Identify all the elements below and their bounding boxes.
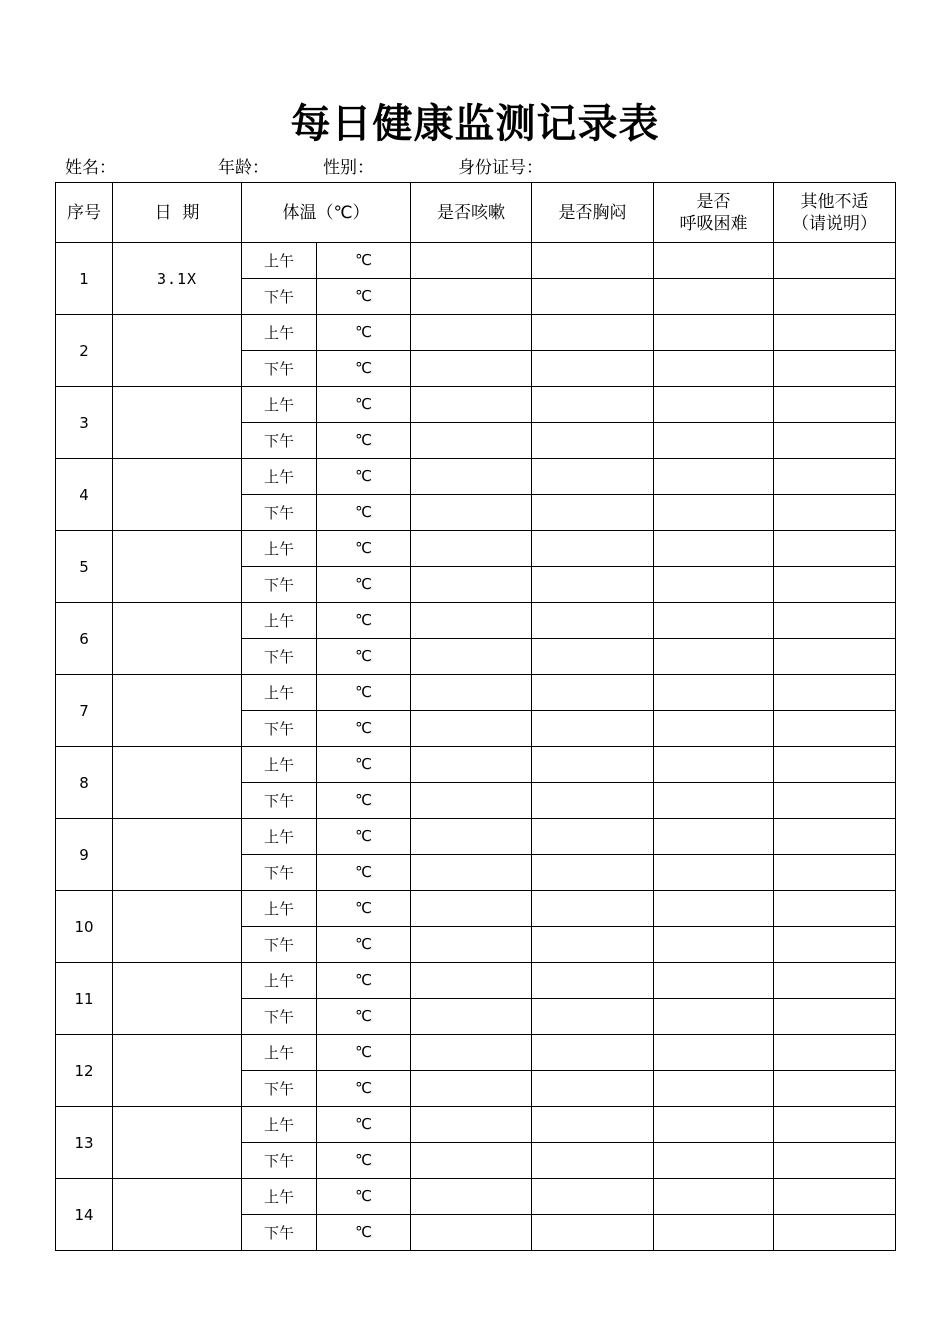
temperature-input-cell[interactable] (317, 603, 411, 639)
celsius-unit: ℃ (355, 574, 372, 593)
cough-cell[interactable] (411, 1143, 532, 1179)
other-cell[interactable] (774, 351, 896, 387)
chest-cell[interactable] (532, 1035, 654, 1071)
breathing-cell[interactable] (654, 639, 774, 675)
celsius-unit: ℃ (355, 502, 372, 521)
temperature-input-cell[interactable] (317, 459, 411, 495)
breathing-cell[interactable] (654, 351, 774, 387)
period-label: 下午 (242, 927, 317, 963)
celsius-unit: ℃ (355, 394, 372, 413)
chest-cell[interactable] (532, 603, 654, 639)
breathing-cell[interactable] (654, 819, 774, 855)
seq-number: 1 (56, 243, 113, 315)
breathing-cell[interactable] (654, 963, 774, 999)
breathing-cell[interactable] (654, 1179, 774, 1215)
other-cell[interactable] (774, 891, 896, 927)
chest-cell[interactable] (532, 1143, 654, 1179)
other-cell[interactable] (774, 315, 896, 351)
date-cell[interactable] (113, 1179, 242, 1251)
seq-number: 2 (56, 315, 113, 387)
celsius-unit: ℃ (355, 934, 372, 953)
table-row (56, 315, 896, 351)
chest-cell[interactable] (532, 855, 654, 891)
chest-cell[interactable] (532, 891, 654, 927)
breathing-cell[interactable] (654, 1143, 774, 1179)
period-label: 上午 (242, 603, 317, 639)
seq-number: 9 (56, 819, 113, 891)
celsius-unit: ℃ (355, 646, 372, 665)
breathing-cell[interactable] (654, 747, 774, 783)
cough-cell[interactable] (411, 711, 532, 747)
period-label: 上午 (242, 747, 317, 783)
table-row (56, 243, 896, 279)
other-cell[interactable] (774, 1215, 896, 1251)
page-title: 每日健康监测记录表 (290, 101, 660, 147)
seq-number: 5 (56, 531, 113, 603)
cough-cell[interactable] (411, 603, 532, 639)
seq-number: 7 (56, 675, 113, 747)
period-label: 下午 (242, 423, 317, 459)
celsius-unit: ℃ (355, 1150, 372, 1169)
temperature-input-cell[interactable] (317, 1035, 411, 1071)
breathing-cell[interactable] (654, 387, 774, 423)
cough-cell[interactable] (411, 639, 532, 675)
celsius-unit: ℃ (355, 322, 372, 341)
temperature-input-cell[interactable] (317, 387, 411, 423)
chest-cell[interactable] (532, 387, 654, 423)
name-label: 姓名： (65, 158, 116, 178)
period-label: 下午 (242, 999, 317, 1035)
table-row (56, 819, 896, 855)
table-row (56, 603, 896, 639)
celsius-unit: ℃ (355, 898, 372, 917)
other-cell[interactable] (774, 927, 896, 963)
celsius-unit: ℃ (355, 1186, 372, 1205)
celsius-unit: ℃ (355, 682, 372, 701)
period-label: 上午 (242, 819, 317, 855)
temperature-input-cell[interactable] (317, 1107, 411, 1143)
temperature-input-cell[interactable] (317, 963, 411, 999)
period-label: 下午 (242, 1143, 317, 1179)
chest-cell[interactable] (532, 711, 654, 747)
header-breathing-line2: 呼吸困难 (679, 213, 748, 234)
chest-cell[interactable] (532, 1215, 654, 1251)
temperature-input-cell[interactable] (317, 243, 411, 279)
temperature-input-cell[interactable] (317, 747, 411, 783)
other-cell[interactable] (774, 279, 896, 315)
chest-cell[interactable] (532, 567, 654, 603)
header-row (56, 183, 896, 243)
table-row (56, 531, 896, 567)
period-label: 下午 (242, 1071, 317, 1107)
temperature-input-cell[interactable] (317, 423, 411, 459)
cough-cell[interactable] (411, 891, 532, 927)
celsius-unit: ℃ (355, 538, 372, 557)
id-number-label: 身份证号： (458, 158, 543, 178)
temperature-input-cell[interactable] (317, 315, 411, 351)
celsius-unit: ℃ (355, 718, 372, 737)
other-cell[interactable] (774, 711, 896, 747)
cough-cell[interactable] (411, 855, 532, 891)
period-label: 上午 (242, 315, 317, 351)
date-cell[interactable] (113, 459, 242, 531)
chest-cell[interactable] (532, 495, 654, 531)
chest-cell[interactable] (532, 459, 654, 495)
temperature-input-cell[interactable] (317, 639, 411, 675)
period-label: 上午 (242, 891, 317, 927)
celsius-unit: ℃ (355, 1078, 372, 1097)
breathing-cell[interactable] (654, 1215, 774, 1251)
period-label: 下午 (242, 351, 317, 387)
chest-cell[interactable] (532, 999, 654, 1035)
other-cell[interactable] (774, 387, 896, 423)
breathing-cell[interactable] (654, 999, 774, 1035)
cough-cell[interactable] (411, 927, 532, 963)
table-row (56, 963, 896, 999)
period-label: 上午 (242, 1107, 317, 1143)
other-cell[interactable] (774, 1179, 896, 1215)
header-other-line2: （请说明） (792, 213, 877, 234)
other-cell[interactable] (774, 1107, 896, 1143)
cough-cell[interactable] (411, 459, 532, 495)
other-cell[interactable] (774, 963, 896, 999)
other-cell[interactable] (774, 747, 896, 783)
table-row (56, 387, 896, 423)
temperature-input-cell[interactable] (317, 783, 411, 819)
period-label: 上午 (242, 243, 317, 279)
gender-label: 性别： (323, 158, 374, 178)
date-cell[interactable] (113, 963, 242, 1035)
breathing-cell[interactable] (654, 567, 774, 603)
cough-cell[interactable] (411, 1035, 532, 1071)
other-cell[interactable] (774, 999, 896, 1035)
period-label: 下午 (242, 639, 317, 675)
chest-cell[interactable] (532, 423, 654, 459)
cough-cell[interactable] (411, 387, 532, 423)
celsius-unit: ℃ (355, 1042, 372, 1061)
temperature-input-cell[interactable] (317, 927, 411, 963)
seq-number: 11 (56, 963, 113, 1035)
temperature-input-cell[interactable] (317, 891, 411, 927)
date-cell[interactable]: 3.1X (113, 243, 242, 315)
chest-cell[interactable] (532, 819, 654, 855)
age-label: 年龄： (218, 158, 269, 178)
celsius-unit: ℃ (355, 1006, 372, 1025)
cough-cell[interactable] (411, 351, 532, 387)
period-label: 上午 (242, 531, 317, 567)
header-seq: 序号 (56, 183, 113, 243)
period-label: 下午 (242, 711, 317, 747)
chest-cell[interactable] (532, 315, 654, 351)
period-label: 上午 (242, 1035, 317, 1071)
breathing-cell[interactable] (654, 927, 774, 963)
breathing-cell[interactable] (654, 783, 774, 819)
header-other-discomfort (774, 183, 896, 243)
other-cell[interactable] (774, 855, 896, 891)
period-label: 上午 (242, 963, 317, 999)
date-cell[interactable] (113, 891, 242, 963)
table-row (56, 747, 896, 783)
temperature-input-cell[interactable] (317, 351, 411, 387)
header-breathing-difficulty (654, 183, 774, 243)
chest-cell[interactable] (532, 1071, 654, 1107)
celsius-unit: ℃ (355, 286, 372, 305)
breathing-cell[interactable] (654, 1035, 774, 1071)
breathing-cell[interactable] (654, 459, 774, 495)
date-cell[interactable] (113, 675, 242, 747)
breathing-cell[interactable] (654, 531, 774, 567)
header-date: 日 期 (113, 183, 242, 243)
table-row (56, 1179, 896, 1215)
breathing-cell[interactable] (654, 603, 774, 639)
seq-number: 3 (56, 387, 113, 459)
other-cell[interactable] (774, 675, 896, 711)
cough-cell[interactable] (411, 567, 532, 603)
temperature-input-cell[interactable] (317, 531, 411, 567)
period-label: 上午 (242, 1179, 317, 1215)
cough-cell[interactable] (411, 1215, 532, 1251)
period-label: 下午 (242, 495, 317, 531)
cough-cell[interactable] (411, 1071, 532, 1107)
other-cell[interactable] (774, 531, 896, 567)
cough-cell[interactable] (411, 675, 532, 711)
celsius-unit: ℃ (355, 790, 372, 809)
seq-number: 8 (56, 747, 113, 819)
celsius-unit: ℃ (355, 862, 372, 881)
table-row (56, 675, 896, 711)
celsius-unit: ℃ (355, 754, 372, 773)
breathing-cell[interactable] (654, 711, 774, 747)
other-cell[interactable] (774, 567, 896, 603)
temperature-input-cell[interactable] (317, 855, 411, 891)
period-label: 上午 (242, 459, 317, 495)
period-label: 下午 (242, 279, 317, 315)
cough-cell[interactable] (411, 783, 532, 819)
celsius-unit: ℃ (355, 970, 372, 989)
celsius-unit: ℃ (355, 826, 372, 845)
temperature-input-cell[interactable] (317, 1143, 411, 1179)
cough-cell[interactable] (411, 1179, 532, 1215)
cough-cell[interactable] (411, 999, 532, 1035)
date-cell[interactable] (113, 531, 242, 603)
other-cell[interactable] (774, 1143, 896, 1179)
chest-cell[interactable] (532, 783, 654, 819)
period-label: 上午 (242, 387, 317, 423)
period-label: 上午 (242, 675, 317, 711)
table-row (56, 1035, 896, 1071)
table-row (56, 891, 896, 927)
other-cell[interactable] (774, 1035, 896, 1071)
celsius-unit: ℃ (355, 466, 372, 485)
chest-cell[interactable] (532, 531, 654, 567)
temperature-input-cell[interactable] (317, 711, 411, 747)
cough-cell[interactable] (411, 747, 532, 783)
breathing-cell[interactable] (654, 279, 774, 315)
celsius-unit: ℃ (355, 610, 372, 629)
date-cell[interactable] (113, 603, 242, 675)
chest-cell[interactable] (532, 639, 654, 675)
seq-number: 12 (56, 1035, 113, 1107)
chest-cell[interactable] (532, 1179, 654, 1215)
temperature-input-cell[interactable] (317, 999, 411, 1035)
date-cell[interactable] (113, 387, 242, 459)
temperature-input-cell[interactable] (317, 1215, 411, 1251)
seq-number: 10 (56, 891, 113, 963)
other-cell[interactable] (774, 459, 896, 495)
chest-cell[interactable] (532, 243, 654, 279)
header-cough: 是否咳嗽 (411, 183, 532, 243)
seq-number: 6 (56, 603, 113, 675)
cough-cell[interactable] (411, 1107, 532, 1143)
chest-cell[interactable] (532, 963, 654, 999)
temperature-input-cell[interactable] (317, 819, 411, 855)
cough-cell[interactable] (411, 819, 532, 855)
celsius-unit: ℃ (355, 250, 372, 269)
temperature-input-cell[interactable] (317, 279, 411, 315)
other-cell[interactable] (774, 819, 896, 855)
breathing-cell[interactable] (654, 855, 774, 891)
other-cell[interactable] (774, 243, 896, 279)
temperature-input-cell[interactable] (317, 567, 411, 603)
other-cell[interactable] (774, 495, 896, 531)
breathing-cell[interactable] (654, 495, 774, 531)
temperature-input-cell[interactable] (317, 1071, 411, 1107)
period-label: 下午 (242, 567, 317, 603)
breathing-cell[interactable] (654, 1107, 774, 1143)
header-other-line1: 其他不适 (800, 191, 869, 212)
other-cell[interactable] (774, 423, 896, 459)
chest-cell[interactable] (532, 747, 654, 783)
cough-cell[interactable] (411, 495, 532, 531)
table-row (56, 459, 896, 495)
other-cell[interactable] (774, 603, 896, 639)
seq-number: 14 (56, 1179, 113, 1251)
cough-cell[interactable] (411, 963, 532, 999)
celsius-unit: ℃ (355, 430, 372, 449)
other-cell[interactable] (774, 1071, 896, 1107)
health-record-table (55, 182, 896, 1251)
header-temperature: 体温（℃） (242, 183, 411, 243)
celsius-unit: ℃ (355, 358, 372, 377)
temperature-input-cell[interactable] (317, 495, 411, 531)
temperature-input-cell[interactable] (317, 1179, 411, 1215)
date-cell[interactable] (113, 315, 242, 387)
cough-cell[interactable] (411, 279, 532, 315)
cough-cell[interactable] (411, 243, 532, 279)
breathing-cell[interactable] (654, 1071, 774, 1107)
chest-cell[interactable] (532, 1107, 654, 1143)
period-label: 下午 (242, 1215, 317, 1251)
cough-cell[interactable] (411, 315, 532, 351)
cough-cell[interactable] (411, 423, 532, 459)
date-cell[interactable] (113, 819, 242, 891)
header-breathing-line1: 是否 (696, 191, 731, 212)
celsius-unit: ℃ (355, 1114, 372, 1133)
cough-cell[interactable] (411, 531, 532, 567)
header-chest-tightness: 是否胸闷 (532, 183, 654, 243)
chest-cell[interactable] (532, 927, 654, 963)
breathing-cell[interactable] (654, 243, 774, 279)
seq-number: 4 (56, 459, 113, 531)
period-label: 下午 (242, 783, 317, 819)
breathing-cell[interactable] (654, 315, 774, 351)
seq-number: 13 (56, 1107, 113, 1179)
temperature-input-cell[interactable] (317, 675, 411, 711)
chest-cell[interactable] (532, 279, 654, 315)
date-cell[interactable] (113, 1107, 242, 1179)
celsius-unit: ℃ (355, 1222, 372, 1241)
other-cell[interactable] (774, 783, 896, 819)
chest-cell[interactable] (532, 675, 654, 711)
date-cell[interactable] (113, 1035, 242, 1107)
date-cell[interactable] (113, 747, 242, 819)
table-row (56, 1107, 896, 1143)
period-label: 下午 (242, 855, 317, 891)
breathing-cell[interactable] (654, 423, 774, 459)
breathing-cell[interactable] (654, 891, 774, 927)
other-cell[interactable] (774, 639, 896, 675)
breathing-cell[interactable] (654, 675, 774, 711)
chest-cell[interactable] (532, 351, 654, 387)
